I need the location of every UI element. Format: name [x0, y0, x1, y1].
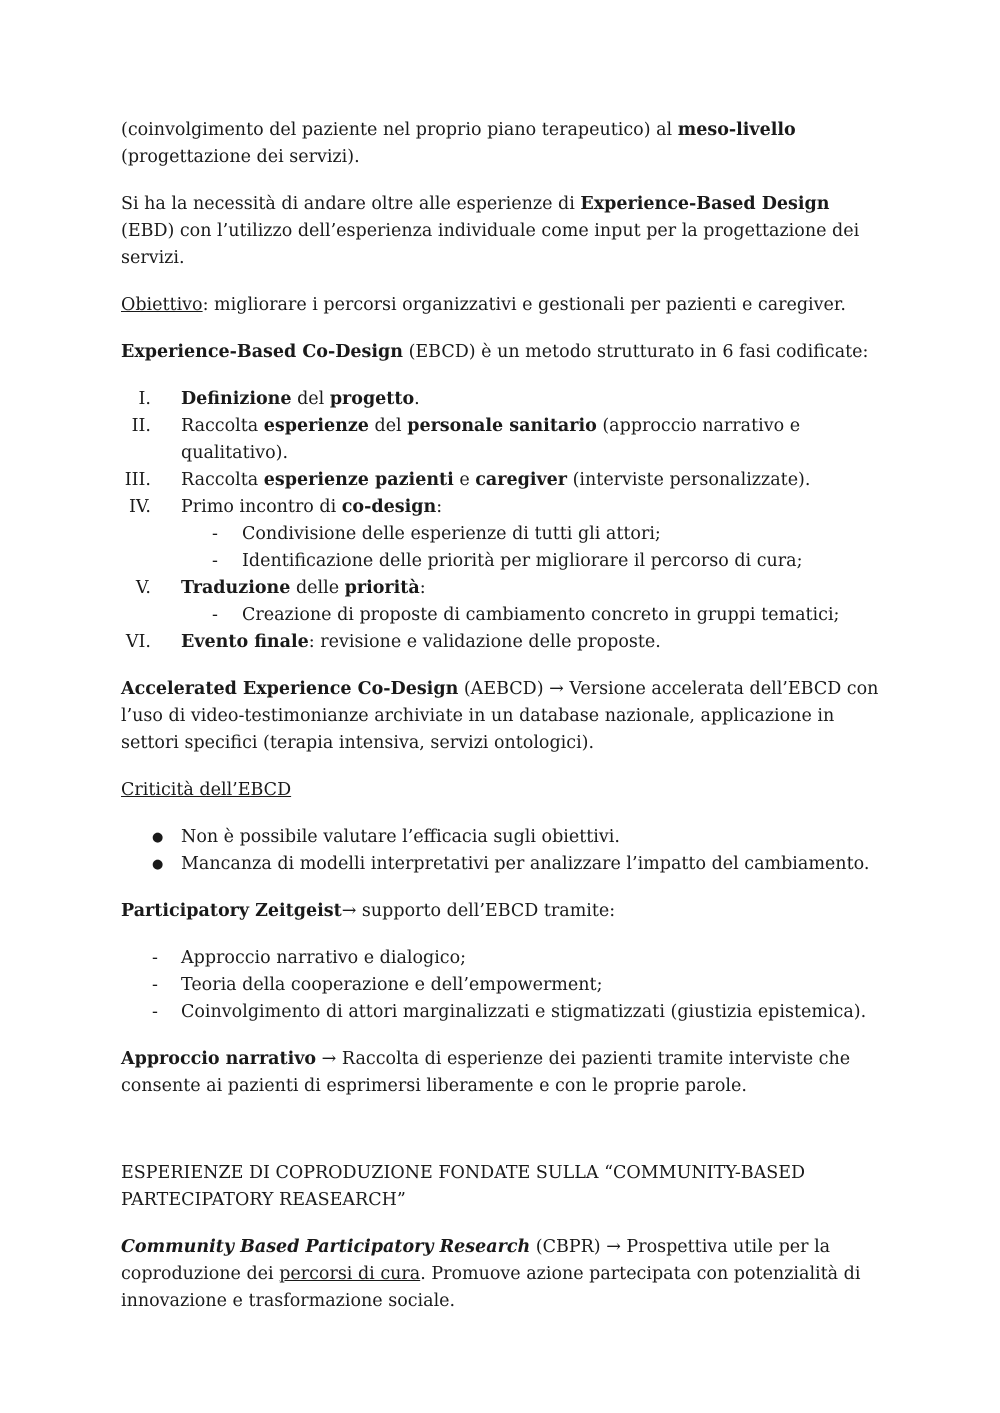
list-number: II. — [131, 416, 151, 436]
bold-term: Experience-Based Design — [580, 194, 830, 214]
paragraph-criticita-heading — [121, 777, 881, 804]
paragraph-approccio-narrativo: Approccio narrativo → Raccolta di esperienze dei pazienti tramite interviste che consente ai pazienti di esprimersi liberamente e con le proprie parole. — [121, 1049, 851, 1096]
list-item: IV. Primo incontro di co-design: — [121, 494, 881, 521]
bold-term: Participatory Zeitgeist — [121, 901, 342, 921]
list-item: II. Raccolta esperienze del personale sanitario (approccio narrativo e qualitativo). — [121, 413, 881, 467]
dash-marker: - — [212, 551, 218, 571]
underlined-link-text: percorsi di cura — [279, 1264, 421, 1284]
sub-list-item: - Creazione di proposte di cambiamento concreto in gruppi tematici; — [121, 602, 881, 629]
list-number: III. — [124, 470, 151, 490]
list-item: V. Traduzione delle priorità: — [121, 575, 881, 602]
list-item: III. Raccolta esperienze pazienti e caregiver (interviste personalizzate). — [121, 467, 881, 494]
zeitgeist-list — [121, 945, 881, 1026]
bullet-dot-icon: ● — [152, 857, 164, 872]
sub-list — [121, 602, 881, 629]
list-number: VI. — [125, 632, 151, 652]
bold-term: meso-livello — [677, 120, 796, 140]
phases-list — [121, 386, 881, 656]
dash-marker: - — [152, 948, 158, 968]
criticita-list — [121, 824, 881, 878]
list-number: IV. — [128, 497, 151, 517]
sub-list-item: - Identificazione delle priorità per migliorare il percorso di cura; — [121, 548, 881, 575]
paragraph-aebcd: Accelerated Experience Co-Design (AEBCD) → Versione accelerata dell’EBCD con l’uso di video-testimonianze archiviate in un database nazionale, applicazione in settori specifici (terapia intensiva, servizi ontologici). — [121, 679, 879, 753]
paragraph-obiettivo: Obiettivo: migliorare i percorsi organizzativi e gestionali per pazienti e caregiver. — [121, 295, 846, 315]
paragraph-meso-livello: (coinvolgimento del paziente nel proprio piano terapeutico) al meso-livello (progettazione dei servizi). — [121, 120, 796, 167]
sublist-container — [121, 602, 881, 629]
sublist-container — [121, 521, 881, 575]
bullet-item: ● Non è possibile valutare l’efficacia sugli obiettivi. — [121, 824, 881, 851]
list-item: I. Definizione del progetto. — [121, 386, 881, 413]
bullet-dot-icon: ● — [152, 830, 164, 845]
dash-marker: - — [212, 605, 218, 625]
list-item: VI. Evento finale: revisione e validazione delle proposte. — [121, 629, 881, 656]
document-page — [121, 117, 881, 1335]
underlined-label: Criticità dell’EBCD — [121, 780, 292, 800]
list-number: I. — [138, 389, 151, 409]
list-number: V. — [135, 578, 151, 598]
sub-list — [121, 521, 881, 575]
paragraph-cbpr: Community Based Participatory Research (CBPR) → Prospettiva utile per la coproduzione dei percorsi di cura. Promuove azione partecipata con potenzialità di innovazione e trasformazione sociale. — [121, 1237, 861, 1311]
dash-item: - Approccio narrativo e dialogico; — [121, 945, 881, 972]
paragraph-ebd: Si ha la necessità di andare oltre alle esperienze di Experience-Based Design (EBD) con l’utilizzo dell’esperienza individuale come input per la progettazione dei servizi. — [121, 194, 860, 268]
dash-item: - Teoria della cooperazione e dell’empowerment; — [121, 972, 881, 999]
bold-term: Experience-Based Co-Design — [121, 342, 403, 362]
bold-italic-term: Community Based Participatory Research — [121, 1237, 531, 1257]
sub-list-item: - Condivisione delle esperienze di tutti gli attori; — [121, 521, 881, 548]
section-heading: ESPERIENZE DI COPRODUZIONE FONDATE SULLA “COMMUNITY-BASED PARTECIPATORY REASEARCH” — [121, 1163, 806, 1210]
underlined-label: Obiettivo — [121, 295, 203, 315]
bullet-item: ● Mancanza di modelli interpretativi per analizzare l’impatto del cambiamento. — [121, 851, 881, 878]
bold-term: Accelerated Experience Co-Design — [121, 679, 459, 699]
paragraph-ebcd: Experience-Based Co-Design (EBCD) è un metodo strutturato in 6 fasi codificate: — [121, 342, 869, 362]
dash-item: - Coinvolgimento di attori marginalizzati e stigmatizzati (giustizia epistemica). — [121, 999, 881, 1026]
bold-term: Approccio narrativo — [121, 1049, 317, 1069]
dash-marker: - — [152, 975, 158, 995]
dash-marker: - — [212, 524, 218, 544]
spacer — [121, 1120, 881, 1160]
paragraph-zeitgeist: Participatory Zeitgeist→ supporto dell’EBCD tramite: — [121, 901, 616, 921]
dash-marker: - — [152, 1002, 158, 1022]
